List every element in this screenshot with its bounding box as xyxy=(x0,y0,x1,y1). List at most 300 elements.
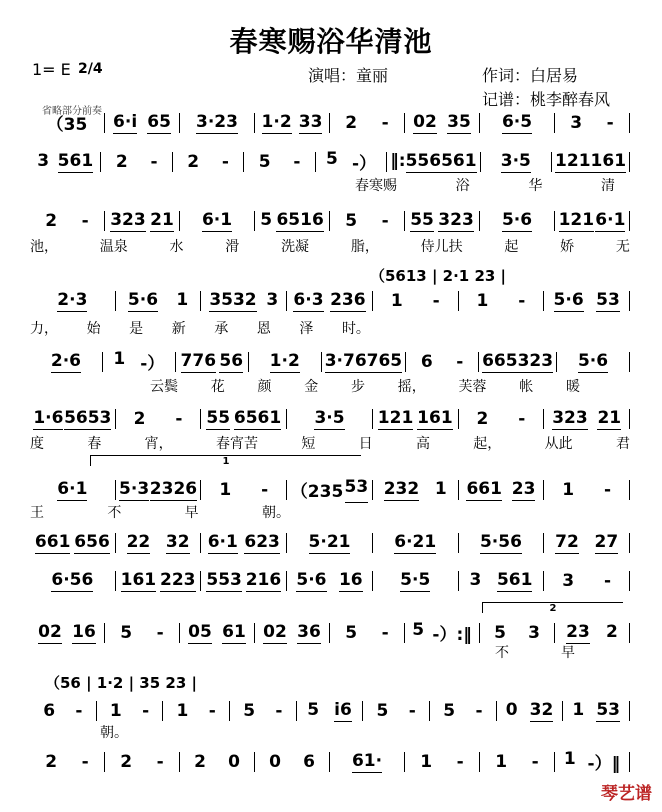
note-group: 0 xyxy=(228,751,240,772)
measure xyxy=(201,570,286,592)
note-group: -）‖ xyxy=(587,754,621,774)
measure xyxy=(287,532,372,554)
measure xyxy=(387,151,479,173)
measure xyxy=(555,622,629,644)
note-group: 6·5 xyxy=(501,112,533,132)
volta-2: 2 xyxy=(482,602,623,613)
note-group: 16 xyxy=(72,622,96,642)
bar-line xyxy=(629,533,630,553)
note-group: 2326 xyxy=(149,479,198,499)
lyric-word: 摇， xyxy=(397,379,426,395)
lyrics-row xyxy=(30,236,630,256)
measure xyxy=(201,532,286,554)
note-group: 53 xyxy=(345,477,369,503)
measure xyxy=(101,152,171,173)
note-group: 3 xyxy=(37,151,50,171)
note-group: 1·6 xyxy=(33,408,64,428)
note-group: 61 xyxy=(222,622,246,642)
lyrics-row xyxy=(100,722,140,742)
measure xyxy=(406,352,478,373)
measure xyxy=(479,351,556,373)
bar-line xyxy=(629,409,630,429)
note-group: 2 xyxy=(120,751,133,772)
notation-row xyxy=(30,700,630,722)
note-group: 1·2 xyxy=(261,112,292,132)
note-group: 1 xyxy=(434,479,447,499)
note-group: 6561 xyxy=(233,408,282,428)
note-group: - xyxy=(604,570,612,591)
note-group: - xyxy=(81,210,89,231)
note-group: 2 xyxy=(45,751,58,772)
note-group: 2 xyxy=(133,408,146,429)
note-group: 5 xyxy=(260,210,273,230)
note-group: 2 xyxy=(115,151,128,172)
note-group: 6765 xyxy=(354,351,403,371)
lyric-word: 朝。 xyxy=(100,725,128,741)
note-group: 2·3 xyxy=(57,290,88,310)
note-group: 1 xyxy=(420,751,433,772)
note-group: 5 xyxy=(443,700,456,721)
note-group: - xyxy=(156,751,164,772)
lyric-word: 王 xyxy=(30,505,44,521)
lyric-word: 清 xyxy=(600,178,615,194)
note-group: - xyxy=(275,700,283,721)
note-group: - xyxy=(261,479,269,500)
lyrics-row xyxy=(355,175,615,195)
note-group: 5·6 xyxy=(553,290,584,310)
note-group: 1 xyxy=(476,290,489,311)
measure xyxy=(116,479,201,501)
note-group: 6 xyxy=(420,351,433,372)
note-group: 661 xyxy=(466,479,502,499)
lyric-word: 不 xyxy=(107,505,122,521)
measure xyxy=(116,532,201,554)
bar-line xyxy=(629,352,630,372)
lyric-word: 短 xyxy=(301,436,316,452)
measure xyxy=(176,351,248,373)
measure xyxy=(330,751,404,773)
note-group: -）:‖ xyxy=(432,625,472,645)
lyric-word: 承 xyxy=(214,321,229,337)
measure xyxy=(480,752,554,773)
measure xyxy=(105,752,179,773)
note-group: 5 xyxy=(258,151,271,172)
note-group: 6 xyxy=(43,700,56,721)
lyric-word: 君 xyxy=(615,436,630,452)
note-group: - xyxy=(221,151,229,172)
note-group: 2 xyxy=(187,151,200,172)
transcriber: 记谱：桃李醉春风 xyxy=(482,90,611,109)
note-group: 5 xyxy=(325,149,338,169)
measure xyxy=(544,571,629,592)
lyric-word: 高 xyxy=(415,436,430,452)
note-group: - xyxy=(142,700,150,721)
note-group: 2 xyxy=(45,210,58,231)
note-group: 5 xyxy=(412,620,425,640)
note-group: 3 xyxy=(570,112,583,133)
measure xyxy=(30,622,104,644)
note-group: 55 xyxy=(410,210,434,230)
note-group: 3 xyxy=(528,622,540,643)
lyric-word: 早 xyxy=(561,645,575,661)
note-group: 1 xyxy=(495,751,508,772)
measure xyxy=(180,112,254,134)
lyric-word: 度 xyxy=(30,436,44,452)
measure xyxy=(373,291,458,312)
note-group: 5653 xyxy=(64,408,112,428)
note-group: - xyxy=(604,479,612,500)
note-group: 561 xyxy=(57,151,94,171)
note-group: 6·21 xyxy=(394,532,437,552)
lyric-word: 春寒赐 xyxy=(355,178,397,194)
note-group: 323 xyxy=(552,408,588,428)
measure xyxy=(249,351,321,373)
measure xyxy=(30,752,104,773)
measure xyxy=(563,700,629,722)
note-group: 6561 xyxy=(429,151,477,171)
note-group: 121 xyxy=(377,408,414,428)
note-group: - xyxy=(456,351,464,372)
note-group: - xyxy=(518,290,526,311)
note-group: 3532 xyxy=(209,290,257,310)
note-group: - xyxy=(432,290,440,311)
measure xyxy=(544,532,629,554)
note-group: 1 xyxy=(219,479,232,500)
note-group: 65 xyxy=(147,112,171,132)
note-group: - xyxy=(150,151,158,172)
note-group: 1 xyxy=(572,700,585,720)
note-group: 1 xyxy=(562,479,575,500)
measure xyxy=(330,623,404,644)
measure xyxy=(287,290,372,312)
lyric-word: 朝。 xyxy=(261,505,290,521)
note-group: 0 xyxy=(269,751,281,772)
lyrics-row xyxy=(150,376,580,396)
measure xyxy=(30,151,100,173)
bar-line xyxy=(629,623,630,643)
note-group: 5·21 xyxy=(308,532,351,552)
note-group: -） xyxy=(352,154,377,174)
note-group: 02 xyxy=(38,622,62,642)
notation-row xyxy=(30,477,630,503)
note-group: - xyxy=(156,622,164,643)
measure xyxy=(373,479,458,501)
measure xyxy=(105,210,179,232)
bar-line xyxy=(629,152,630,172)
lyric-word: 芙蓉 xyxy=(458,379,487,395)
note-group: 161 xyxy=(590,151,627,171)
notation-row xyxy=(30,349,630,375)
note-group: 1 xyxy=(113,349,126,369)
note-group: 05 xyxy=(188,622,212,642)
note-group: 21 xyxy=(150,210,174,230)
note-group: 5·6 xyxy=(296,570,327,590)
note-group: 216 xyxy=(245,570,282,590)
measure xyxy=(481,151,551,173)
lyric-word: 水 xyxy=(169,239,184,255)
measure xyxy=(255,622,329,644)
note-group: 1 xyxy=(390,290,403,311)
site-logo: 琴艺谱 xyxy=(601,784,652,804)
measure xyxy=(373,532,458,554)
note-group: 27 xyxy=(594,532,619,552)
measure xyxy=(116,570,201,592)
note-group: - xyxy=(293,151,301,172)
measure xyxy=(405,112,479,134)
note-group: - xyxy=(408,700,416,721)
measure xyxy=(116,409,201,430)
note-group: 53 xyxy=(596,700,620,720)
measure xyxy=(405,620,479,646)
intro-note: 省略部分前奏 xyxy=(42,106,102,117)
note-group: 5·6 xyxy=(127,290,159,310)
lyric-word: 不 xyxy=(495,645,509,661)
note-group: 16 xyxy=(338,570,363,590)
note-group: - xyxy=(81,751,89,772)
note-group: 1 xyxy=(176,290,189,310)
lyric-word: 春宵苦 xyxy=(215,436,258,452)
measure xyxy=(30,701,96,722)
lyrics-row xyxy=(30,502,290,522)
note-group: 161 xyxy=(120,570,157,590)
note-group: - xyxy=(381,622,389,643)
lyric-word: 泽 xyxy=(299,321,314,337)
measure xyxy=(430,701,496,722)
notation-row xyxy=(30,149,630,175)
note-group: 6·1 xyxy=(207,532,238,552)
note-group: 3 xyxy=(562,570,575,591)
lyric-word: 华 xyxy=(528,178,543,194)
note-group: 1 xyxy=(176,700,189,721)
note-group: 5·6 xyxy=(577,351,609,371)
lyric-word: 宵， xyxy=(144,436,173,452)
key-signature: 1= E xyxy=(32,60,71,79)
note-group: -） xyxy=(140,354,165,374)
note-group: 6·1 xyxy=(595,210,626,230)
measure xyxy=(459,532,544,554)
note-group: 232 xyxy=(383,479,420,499)
note-group: 656 xyxy=(74,532,110,552)
lyric-word: 脂， xyxy=(350,239,379,255)
note-group: 55 xyxy=(405,151,430,171)
note-group: 6·1 xyxy=(201,210,233,230)
measure xyxy=(201,480,286,501)
note-group: 661 xyxy=(34,532,71,552)
measure xyxy=(480,210,554,232)
note-group: 223 xyxy=(160,570,196,590)
note-group: 323 xyxy=(438,210,474,230)
measure xyxy=(544,290,629,312)
note-group: 121 xyxy=(555,151,591,171)
note-group: 6 xyxy=(303,751,315,772)
volta-1: 1 xyxy=(90,455,361,466)
measure xyxy=(297,700,363,722)
measure xyxy=(180,622,254,644)
lyric-word: 无 xyxy=(615,239,630,255)
note-group: 35 xyxy=(447,112,471,132)
measure xyxy=(459,291,544,312)
note-group: 161 xyxy=(417,408,453,428)
measure xyxy=(373,408,458,430)
measure xyxy=(557,351,629,373)
measure xyxy=(230,701,296,722)
note-group: 56 xyxy=(219,351,244,371)
measure xyxy=(287,408,372,430)
bar-line xyxy=(629,480,630,500)
measure xyxy=(555,113,629,134)
measure xyxy=(287,570,372,592)
note-group: 2 xyxy=(606,622,618,642)
measure xyxy=(244,152,314,173)
measure xyxy=(363,701,429,722)
lyrics-row xyxy=(30,318,370,338)
note-group: 2 xyxy=(345,112,358,133)
note-group: - xyxy=(518,408,526,429)
measure xyxy=(322,351,405,373)
bar-line xyxy=(629,113,630,133)
note-group: 5 xyxy=(494,622,506,643)
measure xyxy=(373,570,458,592)
measure xyxy=(497,700,563,722)
note-group: 6·i xyxy=(113,112,138,132)
note-group: 5 xyxy=(345,622,358,643)
note-group: - xyxy=(456,751,464,772)
lyric-word: 颜 xyxy=(257,379,272,395)
measure xyxy=(30,408,115,430)
lyric-word: 侍儿扶 xyxy=(420,239,463,255)
note-group: 623 xyxy=(244,532,280,552)
measure xyxy=(544,480,629,501)
singer: 演唱：童丽 xyxy=(308,66,389,85)
note-group: i6 xyxy=(334,700,352,720)
measure xyxy=(201,408,286,430)
lyric-word: 温泉 xyxy=(99,239,128,255)
measure xyxy=(330,113,404,134)
measure xyxy=(30,290,115,312)
lyric-word: 娇 xyxy=(560,239,575,255)
measure xyxy=(180,752,254,773)
lyric-word: 力， xyxy=(30,321,58,337)
measure xyxy=(105,623,179,644)
note-group: （235 xyxy=(290,482,344,502)
note-group: ‖: xyxy=(390,151,406,171)
lyric-word: 池， xyxy=(30,239,58,255)
measure xyxy=(30,351,102,373)
measure xyxy=(103,349,175,375)
note-group: 2 xyxy=(476,408,489,429)
note-group: 2 xyxy=(194,751,206,772)
measure xyxy=(30,479,115,501)
note-group: 5·56 xyxy=(479,532,522,552)
note-group: 1 xyxy=(563,749,576,769)
lyric-word: 起， xyxy=(473,436,502,452)
note-group: 5 xyxy=(243,700,256,721)
song-title: 春寒赐浴华清池 xyxy=(229,25,433,58)
note-group: 22 xyxy=(126,532,151,552)
measure xyxy=(255,112,329,134)
note-group: 55 xyxy=(206,408,231,428)
lyric-word: 洗凝 xyxy=(281,239,310,255)
note-group: 6·56 xyxy=(51,570,94,590)
bar-line xyxy=(629,701,630,721)
lyrics-row xyxy=(30,433,630,453)
note-group: 3 xyxy=(469,570,482,590)
note-group: 323 xyxy=(517,351,554,371)
note-group: （35 xyxy=(46,115,88,135)
note-group: 32 xyxy=(165,532,190,552)
note-group: 6·3 xyxy=(293,290,324,310)
lyric-word: 浴 xyxy=(455,178,470,194)
note-group: 0 xyxy=(505,700,518,720)
lyric-word: 春 xyxy=(87,436,102,452)
aux-passage-1: （5613 | 2·1 23 | xyxy=(370,267,507,285)
measure xyxy=(173,152,243,173)
note-group: 2·6 xyxy=(50,351,82,371)
note-group: - xyxy=(75,700,83,721)
measure xyxy=(30,211,104,232)
lyric-word: 帐 xyxy=(519,379,534,395)
note-group: 02 xyxy=(413,112,437,132)
measure xyxy=(180,210,254,232)
note-group: 5·6 xyxy=(501,210,533,230)
measure xyxy=(163,701,229,722)
note-group: 236 xyxy=(330,290,366,310)
lyric-word: 起 xyxy=(504,239,519,255)
measure xyxy=(105,112,179,134)
note-group: 553 xyxy=(206,570,242,590)
note-group: - xyxy=(381,210,389,231)
notation-row xyxy=(30,110,630,136)
note-group: 5 xyxy=(376,700,389,721)
measure xyxy=(459,409,544,430)
time-signature: 2/4 xyxy=(78,61,103,77)
measure xyxy=(255,752,329,773)
note-group: 5 xyxy=(120,622,133,643)
note-group: 23 xyxy=(511,479,536,499)
lyric-word: 始 xyxy=(86,321,101,337)
note-group: 3·5 xyxy=(500,151,531,171)
note-group: - xyxy=(381,112,389,133)
note-group: 121 xyxy=(558,210,595,230)
note-group: 33 xyxy=(298,112,323,132)
aux-passage-2: （56 | 1·2 | 35 23 | xyxy=(45,674,197,692)
lyrics-row xyxy=(495,642,575,662)
measure xyxy=(459,479,544,501)
lyric-word: 暖 xyxy=(566,379,580,395)
note-group: 02 xyxy=(263,622,287,642)
note-group: - xyxy=(175,408,183,429)
note-group: - xyxy=(606,112,614,133)
notation-row xyxy=(30,532,630,554)
lyric-word: 是 xyxy=(129,321,144,337)
bar-line xyxy=(629,571,630,591)
measure xyxy=(30,532,115,554)
measure xyxy=(544,408,629,430)
notation-row xyxy=(30,570,630,592)
notation-row xyxy=(30,749,630,775)
measure xyxy=(459,570,544,592)
lyric-word: 新 xyxy=(171,321,186,337)
note-group: 561 xyxy=(496,570,533,590)
measure xyxy=(555,210,629,232)
note-group: 5·5 xyxy=(400,570,431,590)
measure xyxy=(97,701,163,722)
lyric-word: 从此 xyxy=(544,436,573,452)
measure xyxy=(555,749,629,775)
note-group: - xyxy=(475,700,483,721)
measure xyxy=(201,290,286,312)
lyric-word: 花 xyxy=(210,379,225,395)
